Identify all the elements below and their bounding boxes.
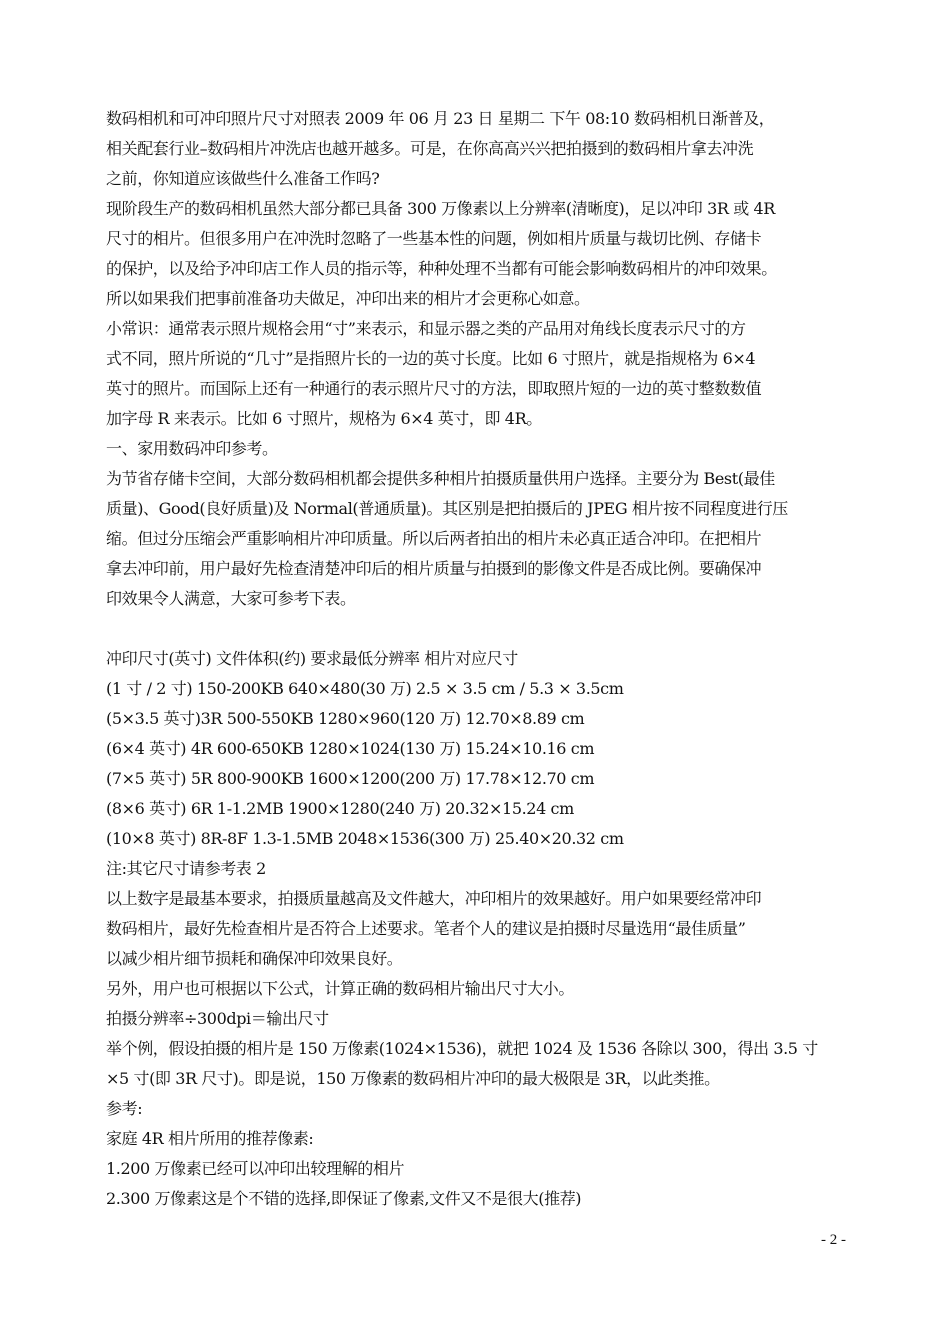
text-line: 相关配套行业–数码相片冲洗店也越开越多。可是，在你高高兴兴把拍摄到的数码相片拿去冲洗: [106, 139, 754, 158]
text-line: 英寸的照片。而国际上还有一种通行的表示照片尺寸的方法，即取照片短的一边的英寸整数数值: [106, 379, 762, 398]
text-line: 为节省存储卡空间，大部分数码相机都会提供多种相片拍摄质量供用户选择。主要分为 Best(最佳: [106, 469, 775, 488]
text-line: 一、家用数码冲印参考。: [106, 439, 278, 458]
text-line: 缩。但过分压缩会严重影响相片冲印质量。所以后两者拍出的相片未必真正适合冲印。在把相片: [106, 529, 762, 548]
text-line: 参考:: [106, 1099, 143, 1118]
text-line: 以上数字是最基本要求，拍摄质量越高及文件越大，冲印相片的效果越好。用户如果要经常冲印: [106, 889, 762, 908]
text-line: (6×4 英寸) 4R 600-650KB 1280×1024(130 万) 15.24×10.16 cm: [106, 739, 595, 758]
text-line: 加字母 R 来表示。比如 6 寸照片，规格为 6×4 英寸，即 4R。: [106, 409, 542, 428]
blank-line: [106, 614, 846, 644]
page-number: - 2 -: [821, 1232, 846, 1248]
text-line: 拍摄分辨率÷300dpi＝输出尺寸: [106, 1009, 329, 1028]
text-line: (8×6 英寸) 6R 1-1.2MB 1900×1280(240 万) 20.32×15.24 cm: [106, 799, 574, 818]
document-body: [106, 104, 846, 1214]
text-line: 数码相片，最好先检查相片是否符合上述要求。笔者个人的建议是拍摄时尽量选用“最佳质量”: [106, 919, 746, 938]
text-line: 另外，用户也可根据以下公式，计算正确的数码相片输出尺寸大小。: [106, 979, 575, 998]
text-line: 冲印尺寸(英寸) 文件体积(约) 要求最低分辨率 相片对应尺寸: [106, 649, 518, 668]
text-line: 小常识：通常表示照片规格会用“寸”来表示，和显示器之类的产品用对角线长度表示尺寸的方: [106, 319, 746, 338]
text-line: 尺寸的相片。但很多用户在冲洗时忽略了一些基本性的问题，例如相片质量与裁切比例、存储卡: [106, 229, 762, 248]
text-line: (10×8 英寸) 8R-8F 1.3-1.5MB 2048×1536(300 万) 25.40×20.32 cm: [106, 829, 624, 848]
text-line: 质量)、Good(良好质量)及 Normal(普通质量)。其区别是把拍摄后的 JPEG 相片按不同程度进行压: [106, 499, 788, 518]
text-line: 拿去冲印前，用户最好先检查清楚冲印后的相片质量与拍摄到的影像文件是否成比例。要确保冲: [106, 559, 762, 578]
text-line: 1.200 万像素已经可以冲印出较理解的相片: [106, 1159, 405, 1178]
text-line: 所以如果我们把事前准备功夫做足，冲印出来的相片才会更称心如意。: [106, 289, 590, 308]
text-line: 2.300 万像素这是个不错的选择,即保证了像素,文件又不是很大(推荐): [106, 1189, 582, 1208]
text-line: 印效果令人满意，大家可参考下表。: [106, 589, 356, 608]
text-line: 数码相机和可冲印照片尺寸对照表 2009 年 06 月 23 日 星期二 下午 08:10 数码相机日渐普及，: [106, 109, 775, 128]
text-line: 现阶段生产的数码相机虽然大部分都已具备 300 万像素以上分辨率(清晰度)，足以冲印 3R 或 4R: [106, 199, 775, 218]
text-line: (5×3.5 英寸)3R 500-550KB 1280×960(120 万) 12.70×8.89 cm: [106, 709, 585, 728]
text-line: 之前，你知道应该做些什么准备工作吗?: [106, 169, 380, 188]
text-line: 家庭 4R 相片所用的推荐像素:: [106, 1129, 314, 1148]
text-line: 式不同，照片所说的“几寸”是指照片长的一边的英寸长度。比如 6 寸照片，就是指规格为 6×4: [106, 349, 756, 368]
text-line: 举个例，假设拍摄的相片是 150 万像素(1024×1536)，就把 1024 及 1536 各除以 300，得出 3.5 寸: [106, 1039, 818, 1058]
text-line: 的保护，以及给予冲印店工作人员的指示等，种种处理不当都有可能会影响数码相片的冲印效果。: [106, 259, 777, 278]
text-line: ×5 寸(即 3R 尺寸)。即是说，150 万像素的数码相片冲印的最大极限是 3R，以此类推。: [106, 1069, 720, 1088]
text-line: 以减少相片细节损耗和确保冲印效果良好。: [106, 949, 403, 968]
text-line: (1 寸 / 2 寸) 150-200KB 640×480(30 万) 2.5 × 3.5 cm / 5.3 × 3.5cm: [106, 679, 624, 698]
text-line: (7×5 英寸) 5R 800-900KB 1600×1200(200 万) 17.78×12.70 cm: [106, 769, 595, 788]
text-line: 注:其它尺寸请参考表 2: [106, 859, 266, 878]
